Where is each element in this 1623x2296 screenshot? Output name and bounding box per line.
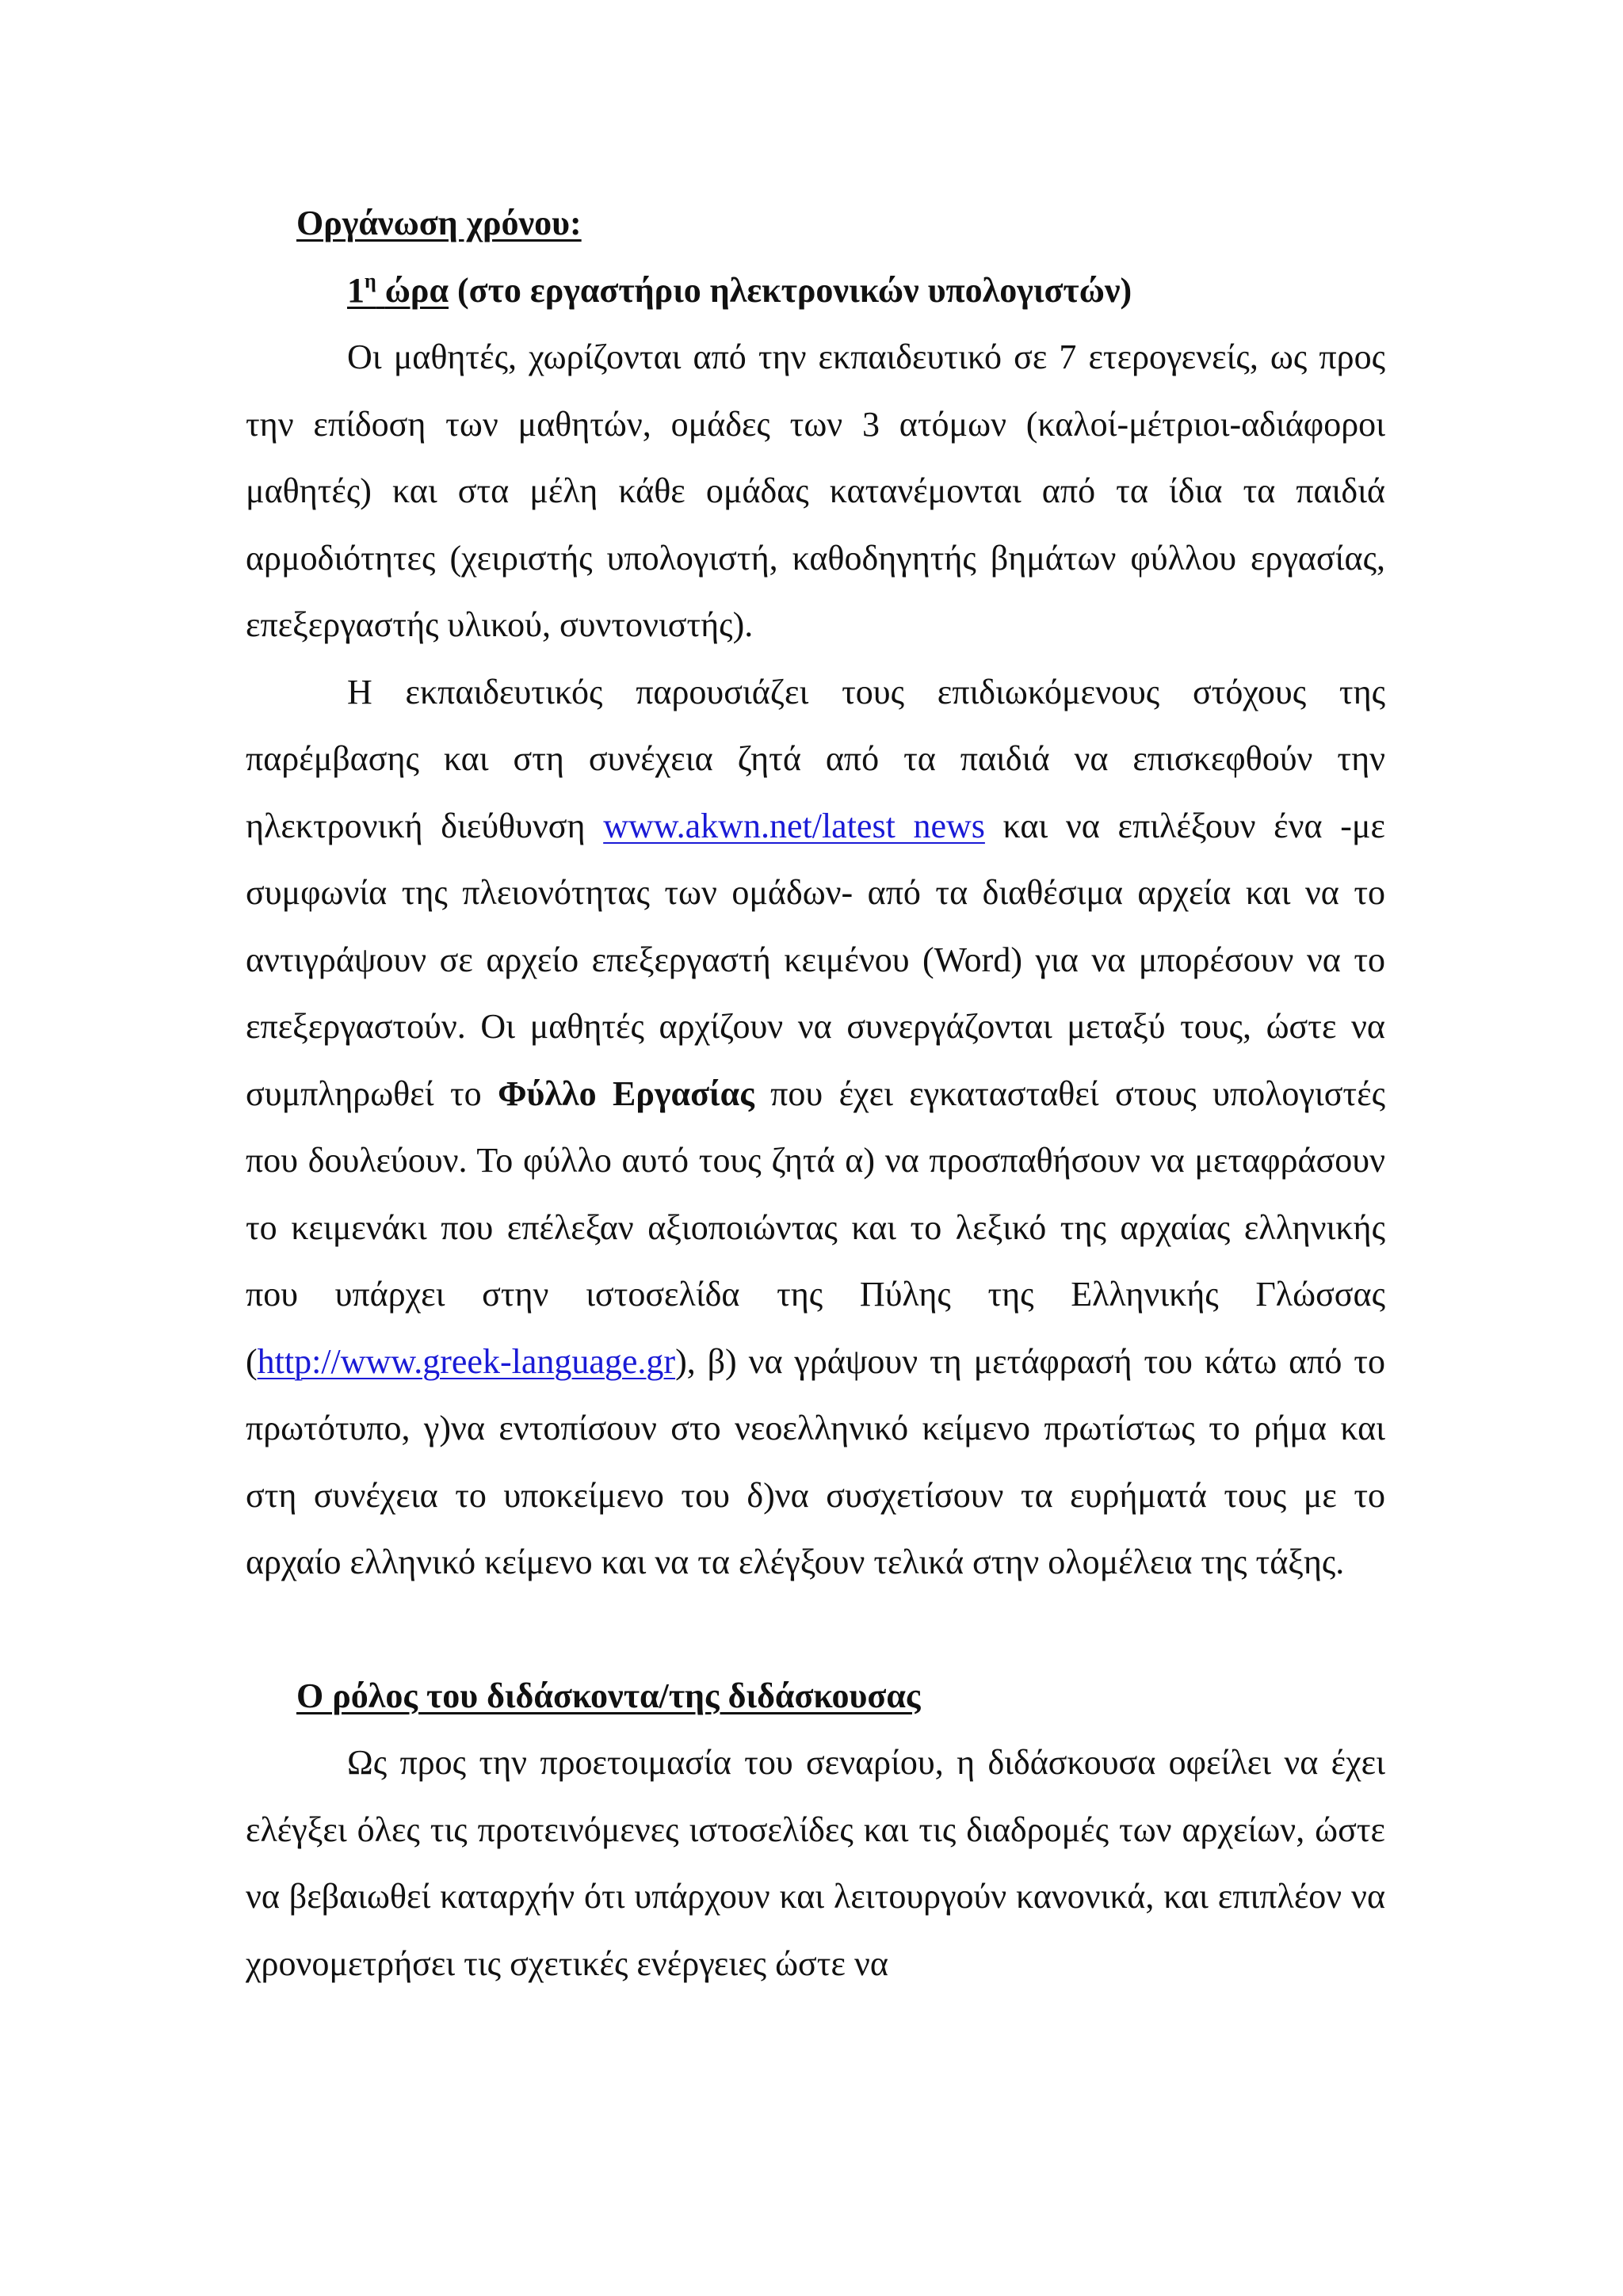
section-heading-time-organization: Οργάνωση χρόνου: bbox=[296, 204, 582, 242]
paragraph-group-formation: Οι μαθητές, χωρίζονται από την εκπαιδευτικό σε 7 ετερογενείς, ως προς την επίδοση των μαθητών, ομάδες των 3 ατόμων (καλοί-μέτριοι-αδιάφοροι μαθητές) και στα μέλη κάθε ομάδας κατανέμονται από τα ίδια τα παιδιά αρμοδιότητες (χειριστής υπολογιστή, καθοδηγητής βημάτων φύλλου εργασίας, επεξεργαστής υλικού, συντονιστής). bbox=[246, 338, 1385, 644]
hour-label bbox=[347, 271, 449, 310]
paragraph-text-segment: Η εκπαιδευτικός παρουσιάζει τους επιδιωκόμενους στόχους της παρέμβασης και στη συνέχεια ζητά από τα παιδιά να επισκεφθούν την ηλεκτρονική διεύθυνση bbox=[246, 672, 1385, 845]
worksheet-term: Φύλλο Εργασίας bbox=[498, 1074, 754, 1113]
hour-word: ώρα bbox=[384, 270, 449, 310]
hour-number: 1 bbox=[347, 270, 365, 310]
paragraph-text-segment: ), β) να γράψουν τη μετάφρασή του κάτω από το πρωτότυπο, γ)να εντοπίσουν στο νεοελληνικό κείμενο πρωτίστως το ρήμα και στη συνέχεια το υποκείμενο του δ)να συσχετίσουν τα ευρήματά τους με το αρχαίο ελληνικό κείμενο και να τα ελέγξουν τελικά στην ολομέλεια της τάξης. bbox=[246, 1341, 1385, 1581]
greek-language-link[interactable]: http://www.greek-language.gr bbox=[257, 1341, 676, 1381]
akwn-link[interactable]: www.akwn.net/latest news bbox=[603, 806, 985, 845]
section-spacer bbox=[246, 1596, 1385, 1663]
hour-ordinal-sup: η bbox=[365, 269, 376, 292]
hour-location: (στο εργαστήριο ηλεκτρονικών υπολογιστών) bbox=[457, 270, 1132, 310]
subheading-first-hour bbox=[246, 257, 1385, 325]
paragraph-teacher-preparation: Ως προς την προετοιμασία του σεναρίου, η διδάσκουσα οφείλει να έχει ελέγξει όλες τις προτεινόμενες ιστοσελίδες και τις διαδρομές των αρχείων, ώστε να βεβαιωθεί καταρχήν ότι υπάρχουν και λειτουργούν κανονικά, και επιπλέον να χρονομετρήσει τις σχετικές ενέργειες ώστε να bbox=[246, 1743, 1385, 1983]
paragraph-task-description bbox=[246, 659, 1385, 1596]
document-body bbox=[246, 190, 1385, 1997]
paragraph-text-segment: και να επιλέξουν ένα -με συμφωνία της πλειονότητας των ομάδων- από τα διαθέσιμα αρχεία και να το αντιγράψουν σε αρχείο επεξεργαστή κειμένου (Word) για να μπορέσουν να το επεξεργαστούν. Οι μαθητές αρχίζουν να συνεργάζονται μεταξύ τους, ώστε να συμπληρωθεί το bbox=[246, 806, 1385, 1113]
paragraph-text-segment: που έχει εγκατασταθεί στους υπολογιστές που δουλεύουν. Το φύλλο αυτό τους ζητά α) να προσπαθήσουν να μεταφράσουν το κειμενάκι που επέλεξαν αξιοποιώντας και το λεξικό της αρχαίας ελληνικής που υπάρχει στην ιστοσελίδα της Πύλης της Ελληνικής Γλώσσας ( bbox=[246, 1074, 1385, 1381]
section-heading-teacher-role: Ο ρόλος του διδάσκοντα/της διδάσκουσας bbox=[296, 1676, 921, 1715]
